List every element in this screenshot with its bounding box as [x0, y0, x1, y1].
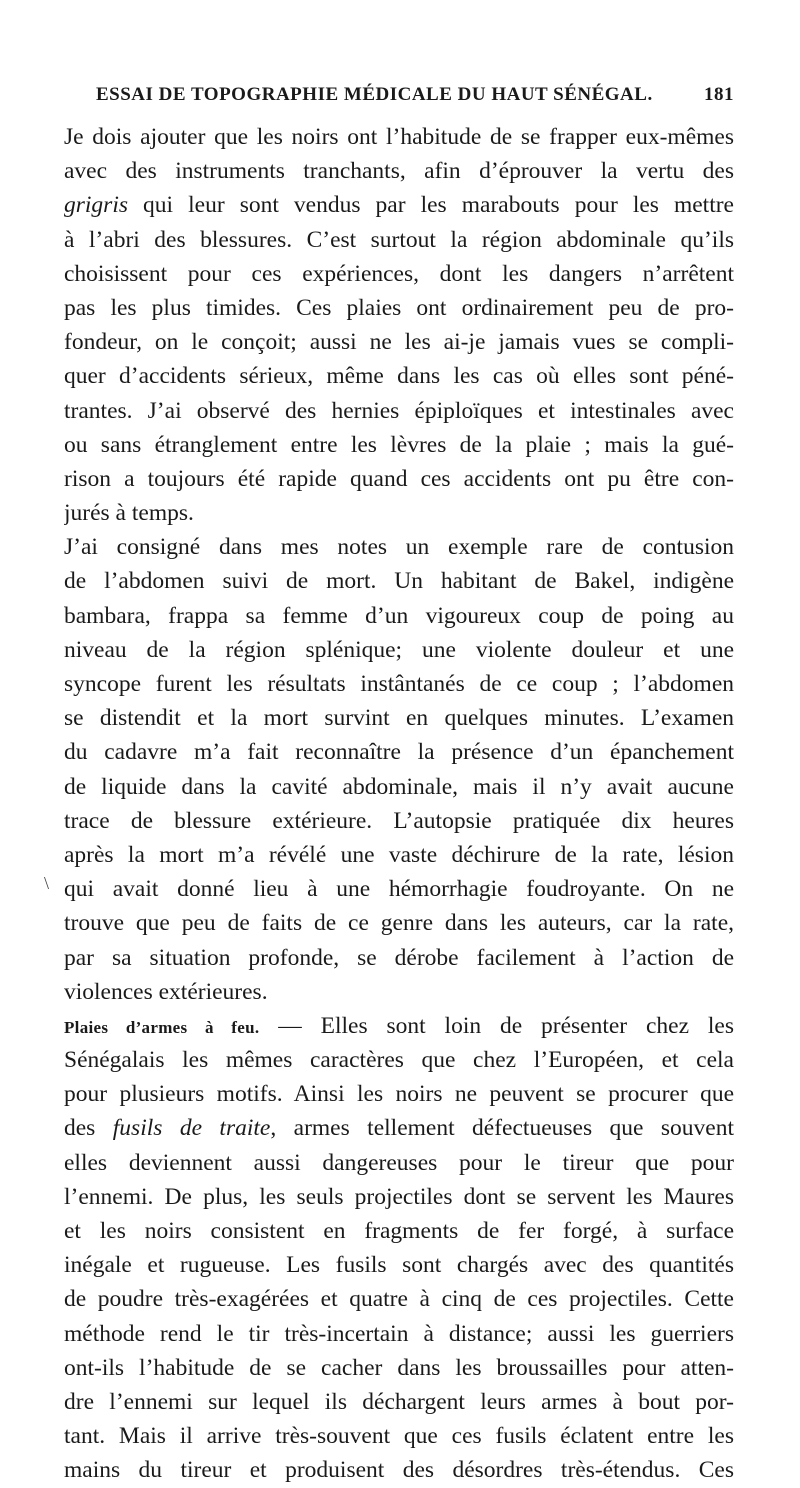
- body-text: [64, 120, 734, 1488]
- text-line: après la mort m’a révélé une vaste déchirure de la rate, lésion: [64, 841, 734, 868]
- text-line-rest: — Elles sont loin de présenter chez les: [278, 1012, 734, 1039]
- text-line: Sénégalais les mêmes caractères que chez l’Européen, et cela: [64, 1047, 734, 1074]
- margin-mark: \: [44, 873, 50, 893]
- text-line: elles deviennent aussi dangereuses pour le tireur que pour: [64, 1149, 734, 1176]
- text-line: trace de blessure extérieure. L’autopsie pratiquée dix heures: [64, 807, 734, 834]
- text-line: pour plusieurs motifs. Ainsi les noirs ne peuvent se procurer que: [64, 1081, 734, 1108]
- section-heading: Plaies d’armes à feu.: [64, 1017, 260, 1037]
- text-line: qui avait donné lieu à une hémorrhagie foudroyante. On ne: [64, 876, 734, 903]
- text-line: quer d’accidents sérieux, même dans les cas où elles sont péné-: [64, 363, 734, 390]
- text-line: avec des instruments tranchants, afin d’éprouver la vertu des: [64, 158, 734, 185]
- page-number: 181: [704, 84, 734, 105]
- text-line: tant. Mais il arrive très-souvent que ces fusils éclatent entre les: [64, 1423, 734, 1450]
- section-heading-line: [64, 1009, 734, 1043]
- text-line: ont-ils l’habitude de se cacher dans les broussailles pour atten-: [64, 1354, 734, 1381]
- text-line: et les noirs consistent en fragments de fer forgé, à surface: [64, 1218, 734, 1244]
- text-line: trouve que peu de faits de ce genre dans les auteurs, car la rate,: [64, 910, 734, 937]
- text-line: se distendit et la mort survint en quelques minutes. L’examen: [64, 705, 734, 732]
- text-line: trantes. J’ai observé des hernies épiploïques et intestinales avec: [64, 397, 734, 424]
- running-title: ESSAI DE TOPOGRAPHIE MÉDICALE DU HAUT SÉNÉGAL.: [96, 84, 653, 105]
- text-line: inégale et rugueuse. Les fusils sont chargés avec des quantités: [64, 1252, 734, 1279]
- text-line: de l’abdomen suivi de mort. Un habitant de Bakel, indigène: [64, 568, 734, 595]
- text-line: J’ai consigné dans mes notes un exemple rare de contusion: [64, 534, 734, 561]
- running-header: [96, 84, 734, 106]
- text-line: syncope furent les résultats instântanés de ce coup ; l’abdomen: [64, 671, 734, 697]
- text-line: par sa situation profonde, se dérobe facilement à l’action de: [64, 944, 734, 971]
- text-line: méthode rend le tir très-incertain à distance; aussi les guerriers: [64, 1320, 734, 1347]
- text-line: mains du tireur et produisent des désordres très-étendus. Ces: [64, 1457, 734, 1484]
- text-line: rison a toujours été rapide quand ces accidents ont pu être con-: [64, 465, 734, 492]
- text-line: niveau de la région splénique; une violente douleur et une: [64, 636, 734, 663]
- text-line: l’ennemi. De plus, les seuls projectiles dont se servent les Maures: [64, 1183, 734, 1210]
- text-line: de poudre très-exagérées et quatre à cinq de ces projectiles. Cette: [64, 1286, 734, 1313]
- text-line: choisissent pour ces expériences, dont les dangers n’arrêtent: [64, 260, 734, 287]
- text-line: bambara, frappa sa femme d’un vigoureux coup de poing au: [64, 602, 734, 629]
- text-line: de liquide dans la cavité abdominale, mais il n’y avait aucune: [64, 773, 734, 800]
- text-line: fondeur, on le conçoit; aussi ne les ai-je jamais vues se compli-: [64, 329, 734, 356]
- text-line: jurés à temps.: [64, 500, 194, 527]
- italic-term-grigris: grigris: [64, 192, 128, 219]
- text-line: à l’abri des blessures. C’est surtout la région abdominale qu’ils: [64, 226, 734, 253]
- text-line: dre l’ennemi sur lequel ils déchargent leurs armes à bout por-: [64, 1388, 734, 1415]
- text-line: Je dois ajouter que les noirs ont l’habitude de se frapper eux-mêmes: [64, 124, 734, 150]
- text-line: des fusils de traite, armes tellement défectueuses que souvent: [64, 1115, 734, 1142]
- text-line: violences extérieures.: [64, 978, 268, 1005]
- text-line: pas les plus timides. Ces plaies ont ordinairement peu de pro-: [64, 294, 734, 321]
- text-line: du cadavre m’a fait reconnaître la présence d’un épanchement: [64, 739, 734, 766]
- italic-term-fusils-de-traite: fusils de traite: [112, 1115, 271, 1142]
- text-line: grigris qui leur sont vendus par les marabouts pour les mettre: [64, 192, 734, 219]
- text-line: ou sans étranglement entre les lèvres de la plaie ; mais la gué-: [64, 431, 734, 458]
